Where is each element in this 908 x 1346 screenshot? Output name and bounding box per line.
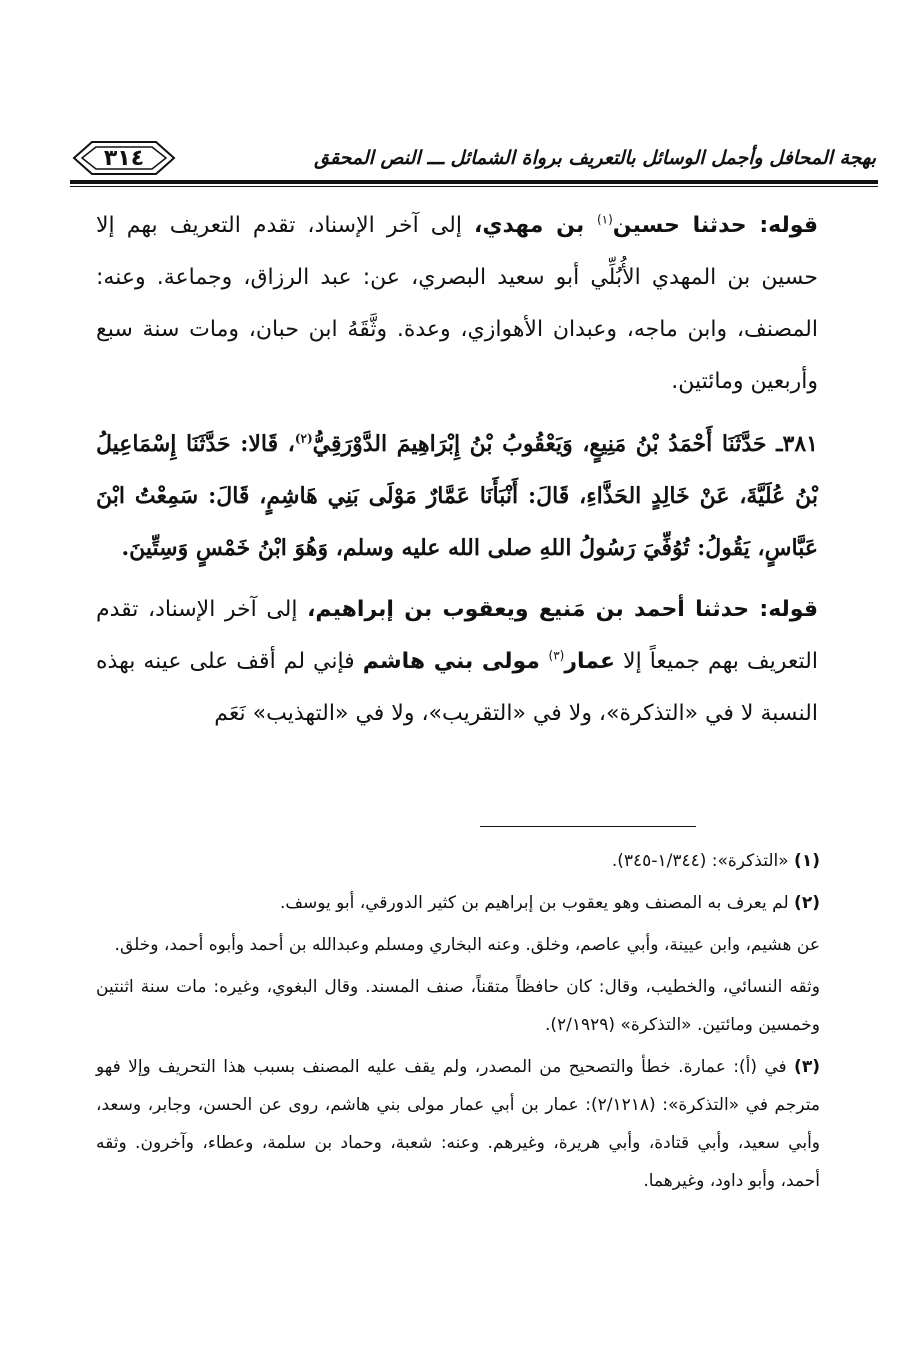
hadith-text-b: ، قَالا: حَدَّثَنَا إِسْمَاعِيلُ بْنُ عُلَيَّةَ، عَنْ خَالِدٍ الحَذَّاءِ، قَالَ: أَنْبَأَنَا عَمَّارٌ مَوْلَى بَنِي هَاشِمٍ، قَالَ: سَمِعْتُ ابْنَ عَبَّاسٍ، يَقُولُ: تُوُفِّيَ رَسُولُ اللهِ صلى الله عليه وسلم، وَهُوَ ابْنُ خَمْسٍ وَسِتِّينَ. xyxy=(96,431,818,561)
narrator-name: عمار xyxy=(564,649,616,674)
footnotes xyxy=(96,842,820,1204)
footnote-number: (٣) xyxy=(794,1057,820,1077)
paragraph-text-a: إلى آخر الإسناد، تقدم التعريف بهم جميعاً إلا xyxy=(96,597,818,674)
footnote-separator xyxy=(480,826,696,827)
footnote-ref-3[interactable]: (٣) xyxy=(548,648,565,663)
footnote-2-cont-b xyxy=(96,968,820,1044)
page-number: ٣١٤ xyxy=(103,145,145,171)
footnote-text: لم يعرف به المصنف وهو يعقوب بن إبراهيم بن كثير الدورقي، أبو يوسف. xyxy=(279,893,795,913)
footnote-2 xyxy=(96,884,820,922)
header-rule-thin xyxy=(70,186,878,187)
main-text xyxy=(96,200,818,750)
header-rule-thick xyxy=(70,180,878,184)
hadith-number: ٣٨١ـ xyxy=(776,431,818,457)
footnote-text: «التذكرة»: (١/٣٤٤-٣٤٥). xyxy=(611,851,795,871)
footnote-text: وثقه النسائي، والخطيب، وقال: كان حافظاً متقناً، صنف المسند. وقال البغوي، وغيره: مات سنة اثنتين وخمسين ومائتين. «التذكرة» (٢/١٩٢٩). xyxy=(96,977,820,1035)
footnote-2-cont-a xyxy=(96,926,820,964)
page-header xyxy=(70,138,878,178)
lead-phrase: قوله: حدثنا أحمد بن مَنيع ويعقوب بن إبراهيم، xyxy=(307,597,818,622)
footnote-3 xyxy=(96,1048,820,1200)
paragraph-text-b: فإني لم أقف على عينه بهذه النسبة لا في «التذكرة»، ولا في «التقريب»، ولا في «التهذيب» نَعَم xyxy=(96,649,818,726)
page-number-badge xyxy=(70,138,178,178)
lead-phrase-cont: بن مهدي، xyxy=(474,213,597,238)
lead-phrase: قوله: حدثنا حسين xyxy=(612,213,818,238)
hadith-text-a: حَدَّثَنَا أَحْمَدُ بْنُ مَنِيعٍ، وَيَعْقُوبُ بْنُ إِبْرَاهِيمَ الدَّوْرَقِيُّ xyxy=(312,431,777,457)
footnote-number: (٢) xyxy=(794,893,820,913)
paragraph-commentary-1 xyxy=(96,200,818,408)
hadith-381 xyxy=(96,418,818,574)
paragraph-text: إلى آخر الإسناد، تقدم التعريف بهم إلا حسين بن المهدي الأُبُلِّي أبو سعيد البصري، عن: عبد الرزاق، وجماعة. وعنه: المصنف، وابن ماجه، وعبدان الأهوازي، وعدة. وثَّقَهُ ابن حبان، ومات سنة سبع وأربعين ومائتين. xyxy=(96,213,818,394)
footnote-number: (١) xyxy=(794,851,820,871)
footnote-1 xyxy=(96,842,820,880)
footnote-text: عن هشيم، وابن عيينة، وأبي عاصم، وخلق. وعنه البخاري ومسلم وعبدالله بن أحمد وأبوه أحمد، وخلق. xyxy=(114,935,820,955)
narrator-nisba: مولى بني هاشم xyxy=(362,649,549,674)
running-title: بهجة المحافل وأجمل الوسائل بالتعريف برواة الشمائل ـــ النص المحقق xyxy=(314,147,876,169)
footnote-ref-2[interactable]: (٢) xyxy=(294,431,313,446)
footnote-text: في (أ): عمارة. خطأ والتصحيح من المصدر، ولم يقف عليه المصنف بسبب هذا التحريف وإلا فهو مترجم في «التذكرة»: (٢/١٢١٨): عمار بن أبي عمار مولى بني هاشم، روى عن الحسن، وجابر، وسعد، وأبي سعيد، وأبي قتادة، وأبي هريرة، وغيرهم. وعنه: شعبة، وحماد بن سلمة، وعطاء، وآخرون. وثقه أحمد، وأبو داود، وغيرهما. xyxy=(96,1057,820,1191)
footnote-ref-1[interactable]: (١) xyxy=(596,212,613,227)
paragraph-commentary-2 xyxy=(96,584,818,740)
